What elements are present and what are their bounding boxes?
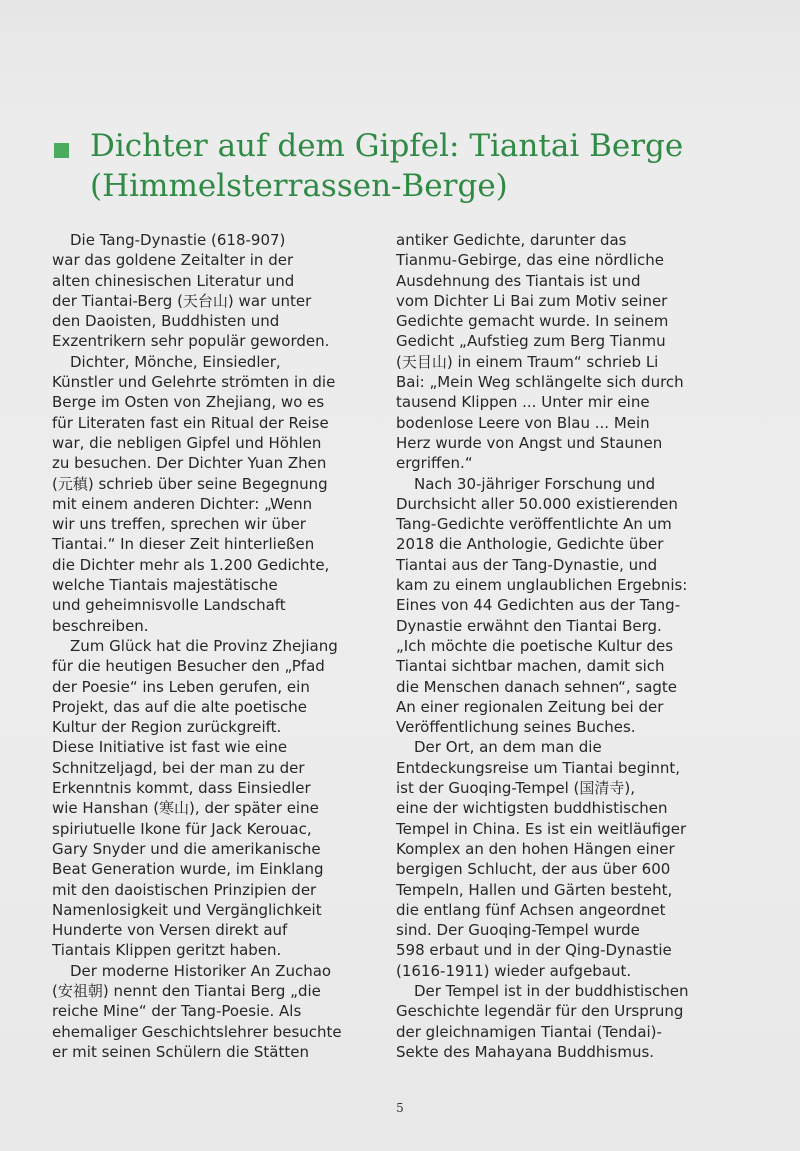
text-line: 598 erbaut und in der Qing-Dynastie (396, 941, 672, 960)
text-line: Tiantai.“ In dieser Zeit hinterließen (52, 535, 315, 554)
text-line: war das goldene Zeitalter in der (52, 251, 294, 270)
text-line: Zum Glück hat die Provinz Zhejiang (70, 636, 338, 655)
text-line: Der moderne Historiker An Zuchao (70, 961, 332, 980)
text-line: bergigen Schlucht, der aus über 600 (396, 860, 671, 879)
body-paragraph (396, 230, 726, 474)
text-line: Gary Snyder und die amerikanische (52, 839, 321, 858)
text-line: Namenlosigkeit und Vergänglichkeit (52, 900, 322, 919)
text-line: war, die nebligen Gipfel und Höhlen (52, 433, 322, 452)
text-line: Beat Generation wurde, im Einklang (52, 860, 324, 879)
text-line: den Daoisten, Buddhisten und (52, 312, 280, 331)
text-line: Erkenntnis kommt, dass Einsiedler (52, 779, 311, 798)
text-line: Der Tempel ist in der buddhistischen (414, 981, 689, 1000)
text-line: wie Hanshan (寒山), der später eine (52, 799, 319, 818)
text-line: ergriffen.“ (396, 454, 473, 473)
text-line: Tianmu-Gebirge, das eine nördliche (396, 251, 665, 270)
text-line: Ausdehnung des Tiantais ist und (396, 271, 641, 290)
text-line: reiche Mine“ der Tang-Poesie. Als (52, 1002, 302, 1021)
text-line: Veröffentlichung seines Buches. (396, 718, 636, 737)
text-line: bodenlose Leere von Blau ... Mein (396, 413, 650, 432)
text-line: die Menschen danach sehnen“, sagte (396, 677, 678, 696)
text-line: Diese Initiative ist fast wie eine (52, 738, 288, 757)
body-paragraph (396, 981, 726, 1062)
body-paragraph (396, 737, 726, 981)
text-line: Komplex an den hohen Hängen einer (396, 839, 675, 858)
green-square-bullet-icon (54, 143, 69, 158)
text-line: Nach 30-jähriger Forschung und (414, 474, 656, 493)
text-line: Tiantais Klippen geritzt haben. (52, 941, 282, 960)
text-line: Gedicht „Aufstieg zum Berg Tianmu (396, 332, 666, 351)
text-line: Geschichte legendär für den Ursprung (396, 1002, 684, 1021)
page-number: 5 (396, 1101, 404, 1115)
body-paragraph (52, 961, 372, 1062)
text-line: antiker Gedichte, darunter das (396, 231, 627, 249)
text-line: Künstler und Gelehrte strömten in die (52, 373, 336, 392)
text-line: spiriutuelle Ikone für Jack Kerouac, (52, 819, 312, 838)
text-line: ehemaliger Geschichtslehrer besuchte (52, 1022, 342, 1041)
body-paragraph (396, 474, 726, 738)
text-line: für Literaten fast ein Ritual der Reise (52, 413, 329, 432)
text-line: welche Tiantais majestätische (52, 576, 278, 595)
text-line: Tiantai sichtbar machen, damit sich (396, 657, 665, 676)
right-text-column (396, 230, 726, 1062)
left-text-column (52, 230, 372, 1062)
text-line: Gedichte gemacht wurde. In seinem (396, 312, 669, 331)
text-line: die Dichter mehr als 1.200 Gedichte, (52, 555, 330, 574)
text-line: eine der wichtigsten buddhistischen (396, 799, 668, 818)
text-line: (安祖朝) nennt den Tiantai Berg „die (52, 981, 321, 1000)
text-line: und geheimnisvolle Landschaft (52, 596, 286, 615)
page-title (90, 126, 683, 206)
text-line: Die Tang-Dynastie (618-907) (70, 231, 286, 249)
text-line: alten chinesischen Literatur und (52, 271, 295, 290)
text-line: (元稹) schrieb über seine Begegnung (52, 474, 328, 493)
page-title-line-2: (Himmelsterrassen-Berge) (90, 168, 508, 204)
text-line: vom Dichter Li Bai zum Motiv seiner (396, 291, 668, 310)
body-paragraph (52, 352, 372, 636)
text-line: er mit seinen Schülern die Stätten (52, 1042, 309, 1061)
text-line: Tempel in China. Es ist ein weitläufiger (396, 819, 687, 838)
text-line: Durchsicht aller 50.000 existierenden (396, 494, 678, 513)
text-line: 2018 die Anthologie, Gedichte über (396, 535, 664, 554)
text-line: Projekt, das auf die alte poetische (52, 697, 308, 716)
text-line: Sekte des Mahayana Buddhismus. (396, 1042, 655, 1061)
page-title-line-1: Dichter auf dem Gipfel: Tiantai Berge (90, 128, 684, 164)
text-line: der gleichnamigen Tiantai (Tendai)- (396, 1022, 662, 1041)
text-line: zu besuchen. Der Dichter Yuan Zhen (52, 454, 327, 473)
text-line: (天目山) in einem Traum“ schrieb Li (396, 352, 659, 371)
text-line: Dichter, Mönche, Einsiedler, (70, 352, 281, 371)
text-line: „Ich möchte die poetische Kultur des (396, 636, 674, 655)
text-line: Hunderte von Versen direkt auf (52, 921, 288, 940)
text-line: Schnitzeljagd, bei der man zu der (52, 758, 305, 777)
text-line: Eines von 44 Gedichten aus der Tang- (396, 596, 681, 615)
text-line: mit einem anderen Dichter: „Wenn (52, 494, 313, 513)
text-line: An einer regionalen Zeitung bei der (396, 697, 664, 716)
body-paragraph (52, 230, 372, 352)
text-line: für die heutigen Besucher den „Pfad (52, 657, 325, 676)
text-line: beschreiben. (52, 616, 149, 635)
text-line: der Poesie“ ins Leben gerufen, ein (52, 677, 310, 696)
text-line: Exzentrikern sehr populär geworden. (52, 332, 330, 351)
text-line: die entlang fünf Achsen angeordnet (396, 900, 666, 919)
text-line: Tang-Gedichte veröffentlichte An um (396, 515, 672, 534)
text-line: (1616-1911) wieder aufgebaut. (396, 961, 632, 980)
text-line: mit den daoistischen Prinzipien der (52, 880, 317, 899)
text-line: Der Ort, an dem man die (414, 738, 602, 757)
text-line: kam zu einem unglaublichen Ergebnis: (396, 576, 688, 595)
text-line: Tempeln, Hallen und Gärten besteht, (396, 880, 673, 899)
text-line: ist der Guoqing-Tempel (国清寺), (396, 779, 635, 798)
text-line: Bai: „Mein Weg schlängelte sich durch (396, 373, 684, 392)
text-line: Tiantai aus der Tang-Dynastie, und (396, 555, 658, 574)
text-line: Dynastie erwähnt den Tiantai Berg. (396, 616, 662, 635)
text-line: Kultur der Region zurückgreift. (52, 718, 282, 737)
text-line: sind. Der Guoqing-Tempel wurde (396, 921, 640, 940)
text-line: Berge im Osten von Zhejiang, wo es (52, 393, 325, 412)
text-line: Herz wurde von Angst und Staunen (396, 433, 663, 452)
text-line: der Tiantai-Berg (天台山) war unter (52, 291, 312, 310)
text-line: tausend Klippen ... Unter mir eine (396, 393, 650, 412)
body-paragraph (52, 636, 372, 961)
text-line: Entdeckungsreise um Tiantai beginnt, (396, 758, 681, 777)
text-line: wir uns treffen, sprechen wir über (52, 515, 306, 534)
